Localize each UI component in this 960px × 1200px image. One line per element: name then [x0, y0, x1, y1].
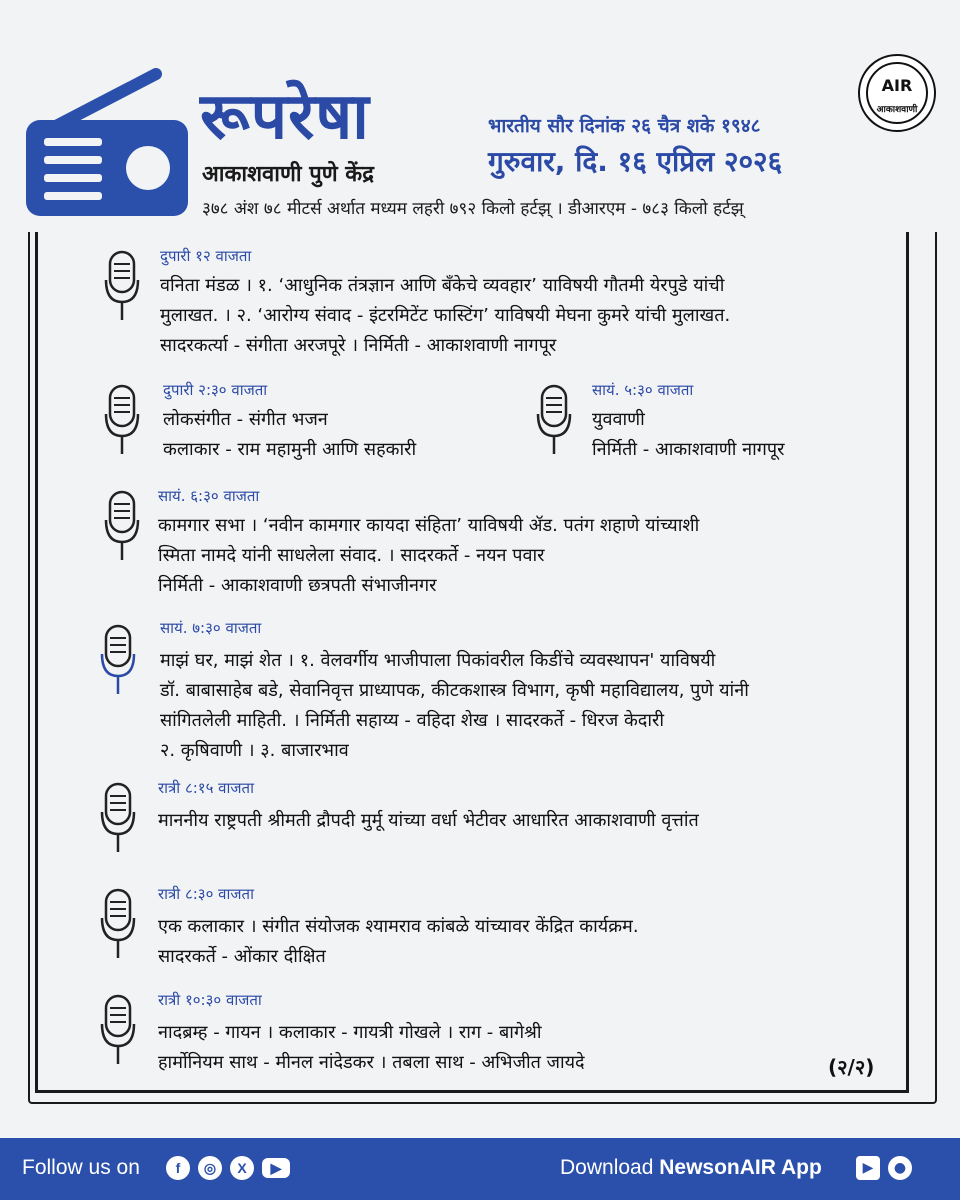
program-text: २. कृषिवाणी । ३. बाजारभाव [160, 740, 349, 761]
microphone-icon [100, 994, 136, 1066]
page-number: (२/२) [828, 1055, 875, 1079]
program-time: सायं. ७:३० वाजता [160, 619, 262, 637]
microphone-icon [104, 384, 140, 456]
air-logo [858, 54, 936, 132]
program-time: रात्री ८:१५ वाजता [158, 779, 254, 797]
follow-label: Follow us on [22, 1156, 140, 1179]
microphone-icon [104, 250, 140, 322]
program-text: सादरकर्त्या - संगीता अरजपूरे । निर्मिती - आकाशवाणी नागपूर [160, 335, 557, 356]
program-text: युववाणी [592, 409, 645, 430]
program-text: लोकसंगीत - संगीत भजन [163, 409, 328, 430]
microphone-icon [100, 888, 136, 960]
x-icon[interactable]: X [230, 1156, 254, 1180]
program-text: एक कलाकार । संगीत संयोजक श्यामराव कांबळे यांच्यावर केंद्रित कार्यक्रम. [158, 916, 639, 937]
saur-date: भारतीय सौर दिनांक २६ चैत्र शके १९४८ [488, 115, 761, 137]
download-text[interactable] [560, 1156, 822, 1180]
program-time: रात्री १०:३० वाजता [158, 991, 262, 1009]
app-name: NewsonAIR App [659, 1156, 822, 1179]
program-text: वनिता मंडळ । १. ‘आधुनिक तंत्रज्ञान आणि बँकेचे व्यवहार’ याविषयी गौतमी येरपुडे यांची [160, 275, 725, 296]
station-name: आकाशवाणी पुणे केंद्र [202, 162, 374, 187]
program-text: कलाकार - राम महामुनी आणि सहकारी [163, 439, 417, 460]
instagram-icon[interactable]: ◎ [198, 1156, 222, 1180]
download-prefix: Download [560, 1156, 660, 1179]
microphone-icon [536, 384, 572, 456]
microphone-icon [104, 490, 140, 562]
facebook-icon[interactable]: f [166, 1156, 190, 1180]
program-text: निर्मिती - आकाशवाणी नागपूर [592, 439, 785, 460]
program-text: हार्मोनियम साथ - मीनल नांदेडकर । तबला साथ - अभिजीत जायदे [158, 1052, 585, 1073]
play-store-icon[interactable]: ▶ [856, 1156, 880, 1180]
program-text: डॉ. बाबासाहेब बडे, सेवानिवृत्त प्राध्यापक, कीटकशास्त्र विभाग, कृषी महाविद्यालय, पुणे यांनी [160, 680, 749, 701]
program-text: निर्मिती - आकाशवाणी छत्रपती संभाजीनगर [158, 575, 437, 596]
microphone-icon [100, 782, 136, 854]
youtube-icon[interactable]: ▶ [262, 1158, 290, 1178]
program-time: रात्री ८:३० वाजता [158, 885, 254, 903]
microphone-icon [100, 624, 136, 696]
logo-label: आकाशवाणी [876, 105, 918, 115]
radio-icon [26, 66, 188, 216]
footer-bar [0, 1138, 960, 1200]
program-text: नादब्रम्ह - गायन । कलाकार - गायत्री गोखले । राग - बागेश्री [158, 1022, 542, 1043]
program-time: दुपारी १२ वाजता [160, 247, 252, 265]
program-text: स्मिता नामदे यांनी साधलेला संवाद. । सादरकर्ते - नयन पवार [158, 545, 545, 566]
broadcast-date: गुरुवार, दि. १६ एप्रिल २०२६ [488, 145, 783, 178]
apple-store-icon[interactable]: ● [888, 1156, 912, 1180]
program-text: सांगितलेली माहिती. । निर्मिती सहाय्य - वहिदा शेख । सादरकर्ते - धिरज केदारी [160, 710, 665, 731]
program-time: सायं. ५:३० वाजता [592, 381, 694, 399]
program-text: सादरकर्ते - ओंकार दीक्षित [158, 946, 326, 967]
program-time: दुपारी २:३० वाजता [163, 381, 268, 399]
program-text: मुलाखत. । २. ‘आरोग्य संवाद - इंटरमिटेंट फास्टिंग’ याविषयी मेघना कुमरे यांची मुलाखत. [160, 305, 731, 326]
program-text: माझं घर, माझं शेत । १. वेलवर्गीय भाजीपाला पिकांवरील किडींचे व्यवस्थापन' याविषयी [160, 650, 716, 671]
program-text: माननीय राष्ट्रपती श्रीमती द्रौपदी मुर्मू यांच्या वर्धा भेटीवर आधारित आकाशवाणी वृत्तांत [158, 810, 699, 831]
logo-text: AIR [881, 76, 913, 95]
program-text: कामगार सभा । ‘नवीन कामगार कायदा संहिता’ याविषयी ॲड. पतंग शहाणे यांच्याशी [158, 515, 700, 536]
frequency-info: ३७८ अंश ७८ मीटर्स अर्थात मध्यम लहरी ७९२ किलो हर्टझ् । डीआरएम - ७८३ किलो हर्टझ् [202, 199, 744, 219]
program-time: सायं. ६:३० वाजता [158, 487, 260, 505]
page-title: रूपरेषा [200, 80, 370, 154]
